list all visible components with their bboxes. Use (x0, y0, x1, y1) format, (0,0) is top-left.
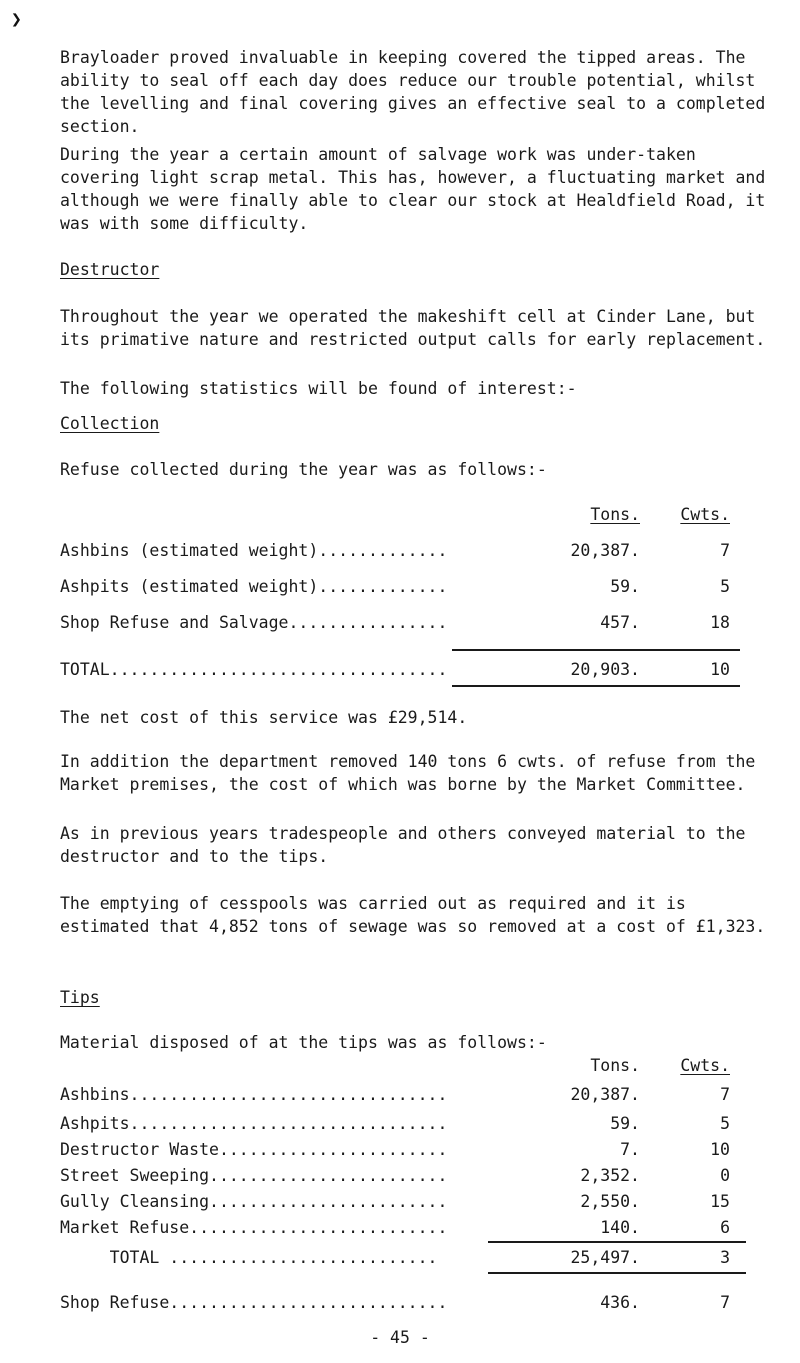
row-label: TOTAL.................................. (60, 660, 448, 679)
row-tons: 59. (610, 1114, 640, 1133)
margin-punch-mark: ❯ (11, 9, 22, 30)
row-label: Ashpits................................ (60, 1114, 448, 1133)
tons-column-header: Tons. (590, 505, 640, 524)
cwts-column-header: Cwts. (680, 1056, 730, 1075)
tips-table-header (60, 1054, 760, 1077)
table-row (60, 575, 760, 598)
row-label: Ashpits (estimated weight)............. (60, 577, 448, 596)
row-tons: 20,903. (570, 660, 640, 679)
row-label: Gully Cleansing........................ (60, 1192, 448, 1211)
row-cwts: 3 (720, 1248, 730, 1267)
collection-heading: Collection (60, 414, 160, 433)
row-tons: 140. (600, 1218, 640, 1237)
tradespeople-paragraph: As in previous years tradespeople and others conveyed material to the destructor and to the tips. (60, 824, 746, 866)
shop-refuse-row (60, 1291, 760, 1314)
row-cwts: 5 (720, 1114, 730, 1133)
row-tons: 2,352. (580, 1166, 640, 1185)
row-label: Ashbins (estimated weight)............. (60, 541, 448, 560)
page-number: - 45 - (370, 1328, 430, 1347)
total-rule-top (452, 649, 740, 651)
total-rule-bottom (488, 1272, 746, 1274)
tips-heading: Tips (60, 988, 100, 1007)
row-cwts: 7 (720, 541, 730, 560)
row-cwts: 10 (710, 1140, 730, 1159)
row-cwts: 15 (710, 1192, 730, 1211)
intro-paragraph-2: During the year a certain amount of salvage work was under-taken covering light scrap metal. This has, however, a fluctuating market and although we were finally able to clear our stock at Healdfield Road, it was with some difficulty. (60, 145, 766, 233)
table-row (60, 1190, 760, 1213)
row-cwts: 18 (710, 613, 730, 632)
tips-intro: Material disposed of at the tips was as follows:- (60, 1033, 547, 1052)
row-label: Shop Refuse and Salvage................ (60, 613, 448, 632)
row-tons: 25,497. (570, 1248, 640, 1267)
collection-table-header (60, 503, 760, 526)
row-tons: 20,387. (570, 541, 640, 560)
market-paragraph: In addition the department removed 140 tons 6 cwts. of refuse from the Market premises, the cost of which was borne by the Market Committee. (60, 752, 756, 794)
row-cwts: 7 (720, 1293, 730, 1312)
cwts-column-header: Cwts. (680, 505, 730, 524)
table-row (60, 1216, 760, 1239)
collection-total-row (60, 658, 760, 681)
row-tons: 7. (620, 1140, 640, 1159)
row-cwts: 5 (720, 577, 730, 596)
row-tons: 2,550. (580, 1192, 640, 1211)
row-cwts: 0 (720, 1166, 730, 1185)
destructor-heading: Destructor (60, 260, 160, 279)
intro-paragraph-1: Brayloader proved invaluable in keeping covered the tipped areas. The ability to seal off each day does reduce our trouble potential, whilst the levelling and final covering gives an effective seal to a completed section. (60, 48, 766, 136)
cesspools-paragraph: The emptying of cesspools was carried out as required and it is estimated that 4,852 tons of sewage was so removed at a cost of £1,323. (60, 894, 766, 936)
row-label: Street Sweeping........................ (60, 1166, 448, 1185)
row-label: TOTAL ........................... (60, 1248, 438, 1267)
table-row (60, 1138, 760, 1161)
row-tons: 436. (600, 1293, 640, 1312)
table-row (60, 1112, 760, 1135)
row-label: Destructor Waste....................... (60, 1140, 448, 1159)
row-tons: 59. (610, 577, 640, 596)
row-label: Market Refuse.......................... (60, 1218, 448, 1237)
row-cwts: 6 (720, 1218, 730, 1237)
total-rule-bottom (452, 685, 740, 687)
tips-total-row (60, 1246, 760, 1269)
table-row (60, 611, 760, 634)
collection-intro: Refuse collected during the year was as follows:- (60, 460, 547, 479)
table-row (60, 539, 760, 562)
statistics-intro: The following statistics will be found of interest:- (60, 379, 577, 398)
row-tons: 20,387. (570, 1085, 640, 1104)
total-rule-top (488, 1241, 746, 1243)
row-tons: 457. (600, 613, 640, 632)
table-row (60, 1164, 760, 1187)
table-row (60, 1083, 760, 1106)
destructor-paragraph: Throughout the year we operated the makeshift cell at Cinder Lane, but its primative nature and restricted output calls for early replacement. (60, 307, 766, 349)
tons-column-header: Tons. (590, 1056, 640, 1075)
collection-net-cost: The net cost of this service was £29,514. (60, 708, 468, 727)
row-label: Shop Refuse............................ (60, 1293, 448, 1312)
row-cwts: 7 (720, 1085, 730, 1104)
row-cwts: 10 (710, 660, 730, 679)
row-label: Ashbins................................ (60, 1085, 448, 1104)
